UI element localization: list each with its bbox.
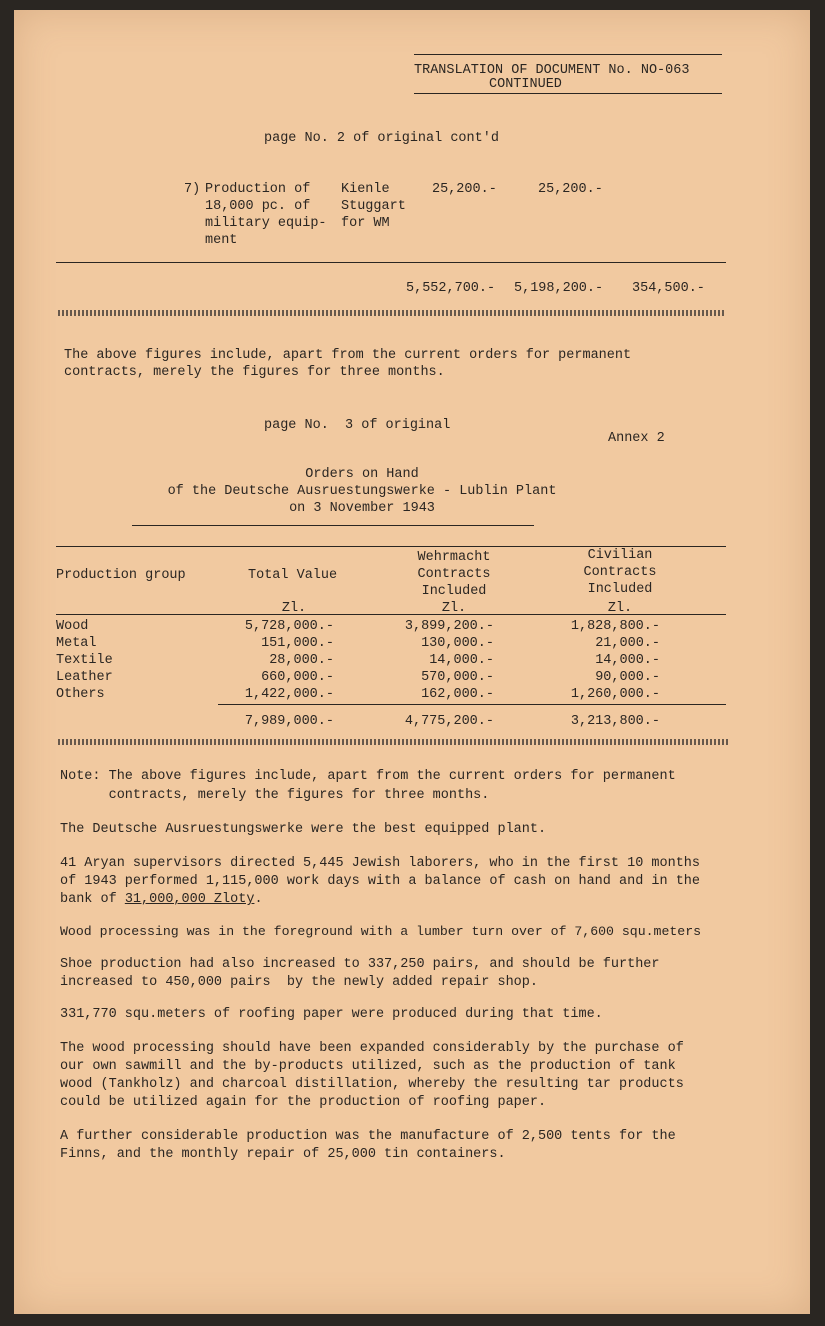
para5: 331,770 squ.meters of roofing paper were produced during that time. [60,1007,603,1022]
table-sum-rule [218,704,726,705]
row-leather-civilian: 90,000.- [595,670,660,685]
row-wood-wehrmacht: 3,899,200.- [404,619,494,634]
page3-caption: page No. 3 of original [264,418,451,433]
para6-line4: could be utilized again for the production of roofing paper. [60,1095,547,1110]
totals-value-3: 354,500.- [632,281,705,296]
row-leather-total: 660,000.- [261,670,334,685]
item7-firm-2: Stuggart [341,199,406,214]
note2-line2: contracts, merely the figures for three months. [60,788,490,803]
para3: Wood processing was in the foreground with a lumber turn over of 7,600 squ.meters [60,924,702,939]
header-total-value: Total Value [248,568,338,583]
para2-line2: of 1943 performed 1,115,000 work days with a balance of cash on hand and in the [60,874,701,889]
header-top-rule [414,54,722,55]
section-divider-2 [58,739,728,745]
para2-line3 [60,891,263,908]
note1-line2: contracts, merely the figures for three months. [64,365,445,380]
totals-rule [56,262,726,263]
row-wood-total: 5,728,000.- [244,619,334,634]
row-textile-wehrmacht: 14,000.- [429,653,494,668]
row-leather-wehrmacht: 570,000.- [421,670,494,685]
cash-amount: 31,000,000 Zloty [124,892,255,907]
header-bottom-rule [414,93,722,94]
row-metal-group: Metal [56,636,97,651]
row-others-total: 1,422,000.- [244,687,334,702]
para6-line3: wood (Tankholz) and charcoal distillation, whereby the resulting tar products [60,1077,684,1092]
row-others-group: Others [56,687,105,702]
para7-line2: Finns, and the monthly repair of 25,000 tin containers. [60,1147,506,1162]
item7-value2: 25,200.- [538,182,603,197]
header-wehrmacht-1: Wehrmacht [417,550,491,565]
item7-number: 7) [184,182,201,197]
totals-value-2: 5,198,200.- [514,281,604,296]
annex-label: Annex 2 [608,431,665,446]
item7-firm-3: for WM [341,216,390,231]
sum-civilian: 3,213,800.- [570,714,660,729]
para1: The Deutsche Ausruestungswerke were the best equipped plant. [60,822,547,837]
header-wehrmacht-2: Contracts [417,567,491,582]
row-wood-civilian: 1,828,800.- [570,619,660,634]
header-civilian-1: Civilian [587,548,653,563]
row-textile-civilian: 14,000.- [595,653,660,668]
item7-desc-3: military equip- [205,216,327,231]
note2-line1: Note: The above figures include, apart from the current orders for permanent [60,769,676,784]
para2-line3-prefix: bank of [60,892,125,907]
para2-line1: 41 Aryan supervisors directed 5,445 Jewish laborers, who in the first 10 months [60,856,701,871]
row-leather-group: Leather [56,670,113,685]
para7-line1: A further considerable production was the manufacture of 2,500 tents for the [60,1129,676,1144]
row-others-wehrmacht: 162,000.- [421,687,494,702]
item7-desc-4: ment [205,233,238,248]
header-production-group: Production group [56,568,186,583]
unit-civilian: Zl. [607,601,633,616]
row-textile-group: Textile [56,653,113,668]
para4-line2: increased to 450,000 pairs by the newly added repair shop. [60,975,538,990]
para6-line1: The wood processing should have been expanded considerably by the purchase of [60,1041,684,1056]
table-header-rule [56,614,726,615]
section-divider-1 [58,310,726,316]
page2-caption: page No. 2 of original cont'd [264,131,499,146]
table-title-2: of the Deutsche Ausruestungswerke - Lublin Plant [167,484,557,499]
para6-line2: our own sawmill and the by-products utilized, such as the production of tank [60,1059,676,1074]
unit-wehrmacht: Zl. [441,601,467,616]
sum-total: 7,989,000.- [244,714,334,729]
header-wehrmacht-3: Included [421,584,487,599]
table-title-1: Orders on Hand [305,467,419,482]
table-title-3: on 3 November 1943 [289,501,435,516]
unit-total: Zl. [281,601,307,616]
item7-value1: 25,200.- [432,182,497,197]
para2-line3-suffix: . [254,892,263,907]
row-metal-total: 151,000.- [261,636,334,651]
document-subtitle: CONTINUED [489,77,562,92]
row-metal-wehrmacht: 130,000.- [421,636,494,651]
row-others-civilian: 1,260,000.- [570,687,660,702]
row-wood-group: Wood [56,619,89,634]
item7-desc-1: Production of [205,182,311,197]
document-title: TRANSLATION OF DOCUMENT No. NO-063 [414,63,690,78]
note1-line1: The above figures include, apart from the current orders for permanent [64,348,632,363]
header-civilian-2: Contracts [583,565,657,580]
table-title-rule [132,525,534,526]
totals-value-1: 5,552,700.- [406,281,496,296]
para4-line1: Shoe production had also increased to 337,250 pairs, and should be further [60,957,660,972]
row-textile-total: 28,000.- [269,653,334,668]
row-metal-civilian: 21,000.- [595,636,660,651]
document-page [14,10,810,1314]
item7-desc-2: 18,000 pc. of [205,199,311,214]
sum-wehrmacht: 4,775,200.- [404,714,494,729]
item7-firm-1: Kienle [341,182,390,197]
header-civilian-3: Included [587,582,653,597]
